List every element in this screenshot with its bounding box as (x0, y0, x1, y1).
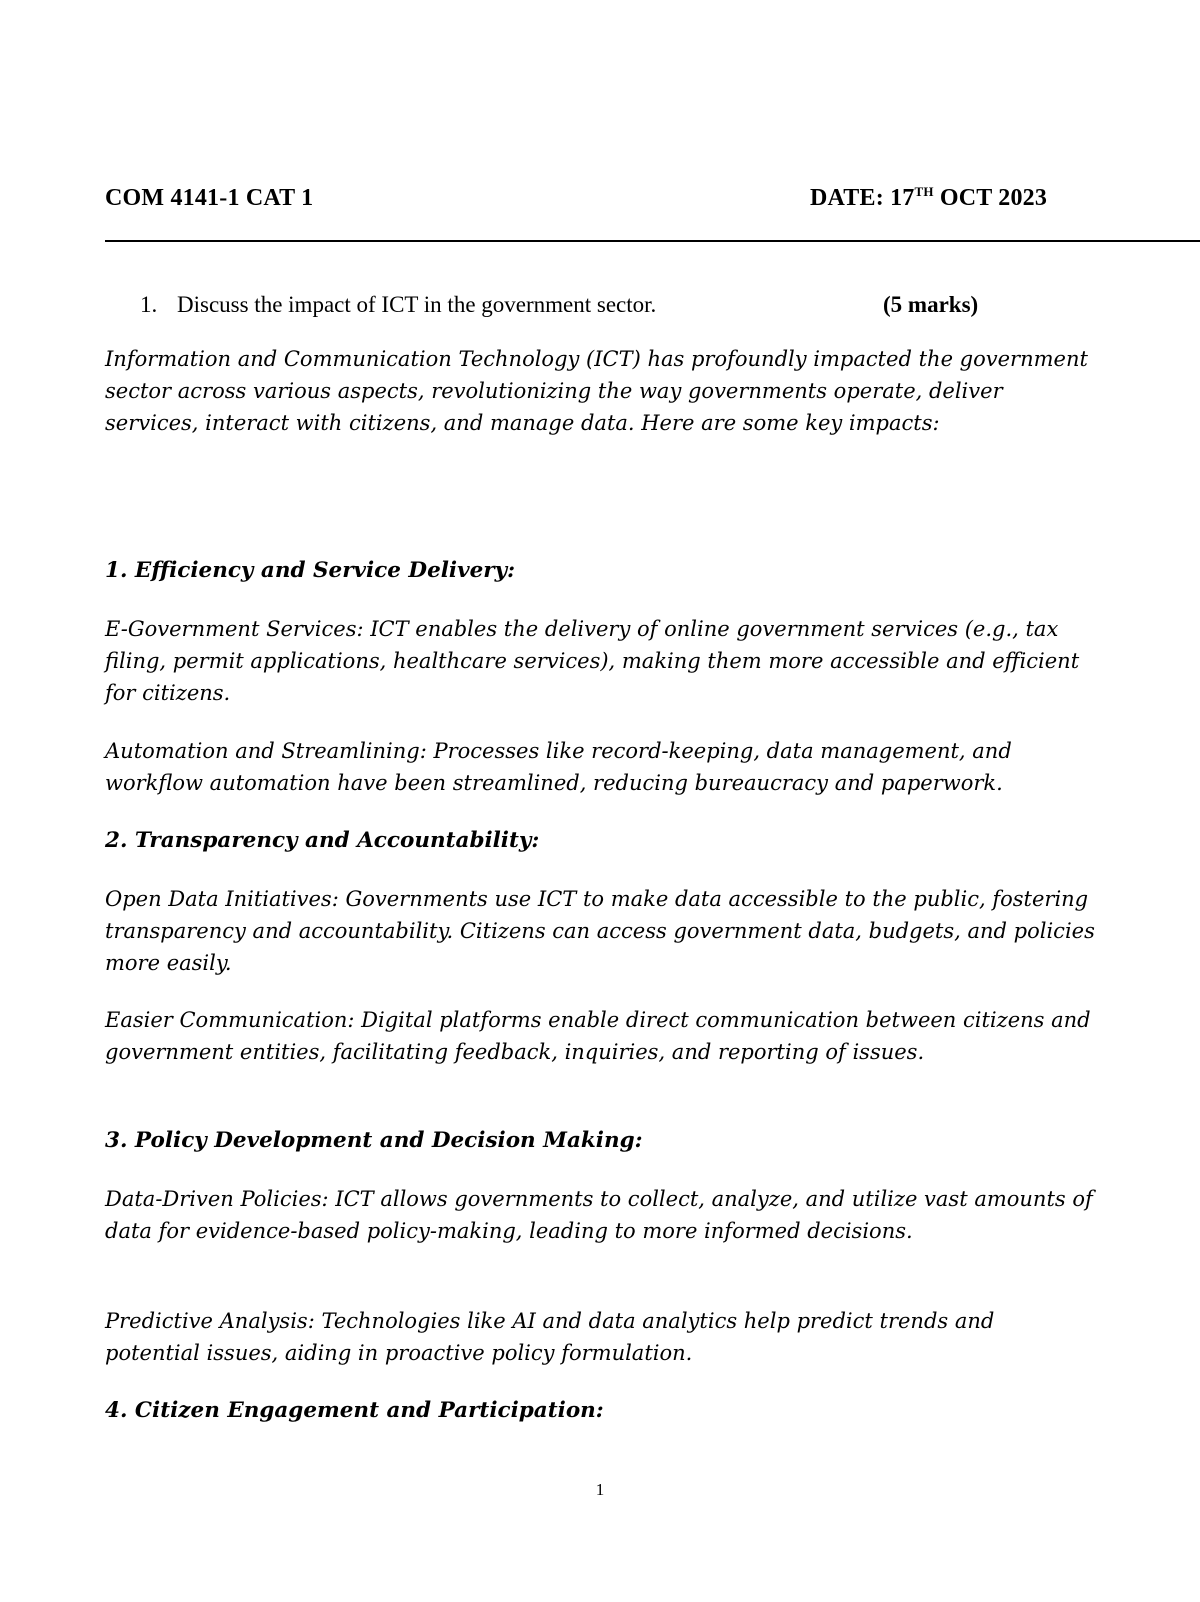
question-1 (140, 292, 979, 318)
section-1-paragraph-1: E-Government Services: ICT enables the delivery of online government services (e.g., tax filing, permit applications, healthcare services), making them more accessible and efficient for citizens. (105, 617, 1080, 705)
question-number: 1. (140, 292, 158, 317)
section-3-paragraph-1: Data-Driven Policies: ICT allows governments to collect, analyze, and utilize vast amounts of data for evidence-based policy-making, leading to more informed decisions. (105, 1187, 1093, 1243)
question-marks: (5 marks) (883, 292, 979, 317)
question-text: Discuss the impact of ICT in the government sector. (177, 292, 657, 317)
section-3-paragraph-2: Predictive Analysis: Technologies like AI and data analytics help predict trends and potential issues, aiding in proactive policy formulation. (105, 1309, 995, 1365)
section-heading-4: 4. Citizen Engagement and Participation: (105, 1398, 604, 1423)
course-code: COM 4141-1 CAT 1 (105, 185, 314, 211)
date-superscript: TH (914, 184, 934, 199)
section-2-paragraph-1: Open Data Initiatives: Governments use ICT to make data accessible to the public, fostering transparency and accountability. Citizens can access government data, budgets, and policies more easily. (105, 887, 1095, 975)
section-heading-2: 2. Transparency and Accountability: (105, 828, 540, 853)
intro-paragraph: Information and Communication Technology (ICT) has profoundly impacted the government sector across various aspects, revolutionizing the way governments operate, deliver services, interact with citizens, and manage data. Here are some key impacts: (105, 347, 1088, 435)
header-divider (105, 240, 1200, 242)
section-1-paragraph-2: Automation and Streamlining: Processes like record-keeping, data management, and workflow automation have been streamlined, reducing bureaucracy and paperwork. (105, 739, 1012, 795)
page-number: 1 (595, 1480, 605, 1499)
section-2-paragraph-2: Easier Communication: Digital platforms enable direct communication between citizens and government entities, facilitating feedback, inquiries, and reporting of issues. (105, 1008, 1091, 1064)
date-prefix: DATE: 17 (810, 185, 915, 211)
date-suffix: OCT 2023 (933, 185, 1048, 211)
exam-date (810, 185, 1047, 212)
section-heading-1: 1. Efficiency and Service Delivery: (105, 558, 516, 583)
section-heading-3: 3. Policy Development and Decision Making: (105, 1128, 643, 1153)
